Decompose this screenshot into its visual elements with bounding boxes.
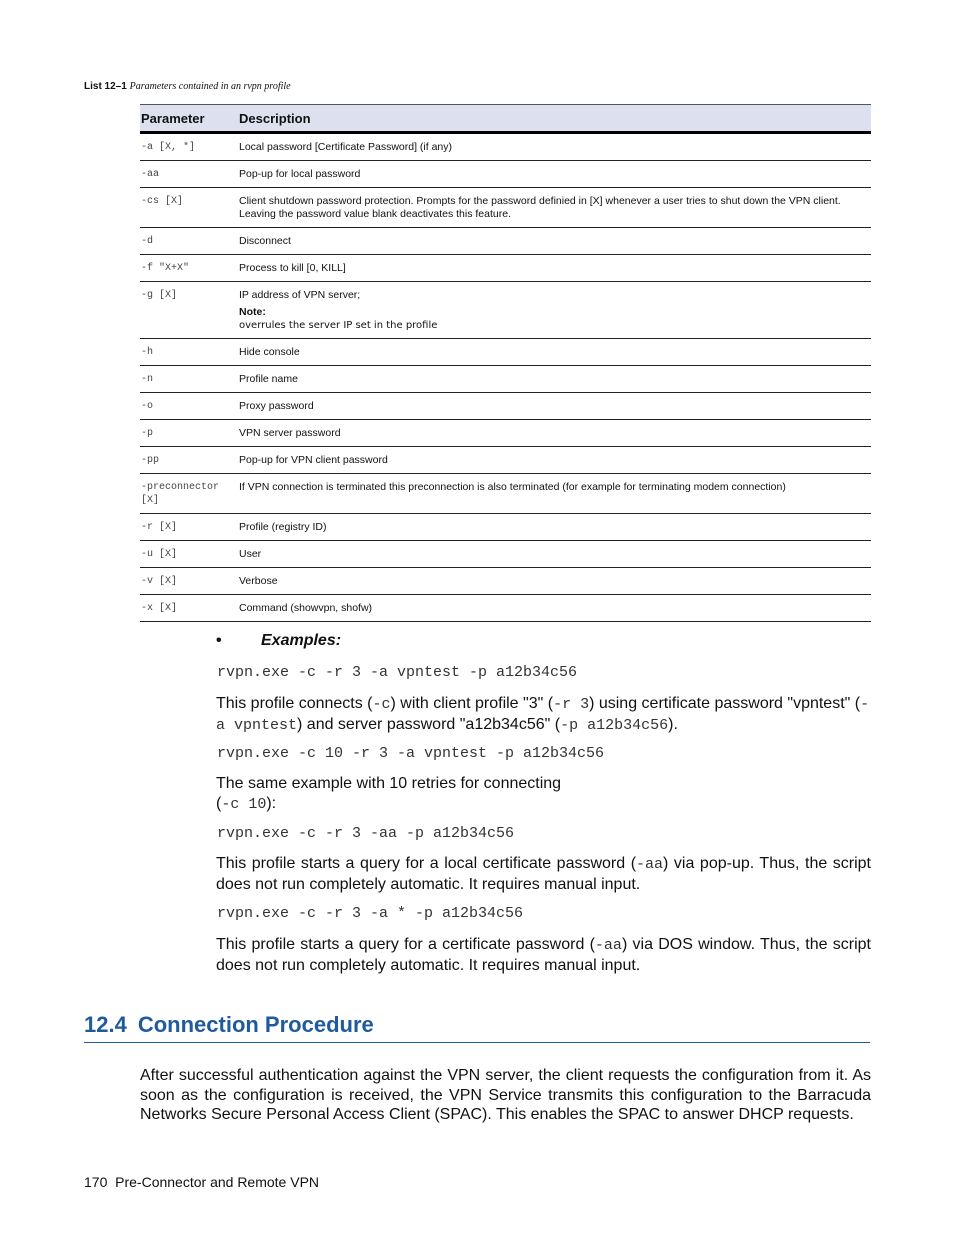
description-text: Process to kill [0, KILL] xyxy=(239,262,346,274)
parameter-cell: -x [X] xyxy=(140,595,239,622)
description-text: Hide console xyxy=(239,346,300,358)
parameter-cell: -preconnector [X] xyxy=(140,474,239,514)
examples-title: Examples: xyxy=(261,632,342,649)
parameter-cell: -o xyxy=(140,393,239,420)
parameter-cell: -g [X] xyxy=(140,282,239,339)
table-body xyxy=(140,133,871,622)
parameters-table xyxy=(140,104,871,622)
page-number: 170 xyxy=(84,1174,108,1190)
example-4-code: rvpn.exe -c -r 3 -a * -p a12b34c56 xyxy=(217,905,524,922)
table-row xyxy=(140,568,871,595)
parameter-cell: -u [X] xyxy=(140,541,239,568)
description-cell xyxy=(239,188,871,228)
description-text: Pop-up for local password xyxy=(239,168,361,180)
description-cell xyxy=(239,420,871,447)
parameter-cell: -cs [X] xyxy=(140,188,239,228)
header-parameter: Parameter xyxy=(140,105,239,133)
description-cell xyxy=(239,447,871,474)
description-cell xyxy=(239,541,871,568)
header-description: Description xyxy=(239,105,871,133)
description-text: Pop-up for VPN client password xyxy=(239,454,388,466)
table-row xyxy=(140,595,871,622)
description-cell xyxy=(239,228,871,255)
footer-title: Pre-Connector and Remote VPN xyxy=(115,1174,320,1190)
description-text: Client shutdown password protection. Prompts for the password definied in [X] whenever a user tries to shut down the VPN client. Leaving the password value blank deactivates this feature. xyxy=(239,195,841,220)
examples-heading xyxy=(216,632,341,650)
note-label: Note: xyxy=(239,306,266,318)
table-row xyxy=(140,474,871,514)
table-row xyxy=(140,161,871,188)
description-text: Local password [Certificate Password] (if any) xyxy=(239,141,452,153)
table-row xyxy=(140,228,871,255)
parameter-cell: -a [X, *] xyxy=(140,133,239,161)
parameter-cell: -h xyxy=(140,339,239,366)
description-cell xyxy=(239,393,871,420)
table-header-row xyxy=(140,105,871,133)
table-row xyxy=(140,514,871,541)
description-text: IP address of VPN server; xyxy=(239,289,361,301)
table-row xyxy=(140,541,871,568)
table-row xyxy=(140,188,871,228)
description-text: Verbose xyxy=(239,575,278,587)
parameter-cell: -p xyxy=(140,420,239,447)
parameter-cell: -r [X] xyxy=(140,514,239,541)
note-text: overrules the server IP set in the profile xyxy=(239,320,438,331)
example-2-description: The same example with 10 retries for connecting (-c 10): xyxy=(216,775,562,813)
description-cell xyxy=(239,366,871,393)
example-4-description: This profile starts a query for a certificate password (-aa) via DOS window. Thus, the script does not run completely automatic. It requires manual input. xyxy=(216,936,871,974)
section-number: 12.4 xyxy=(84,1012,127,1037)
parameter-cell: -f "X+X" xyxy=(140,255,239,282)
page-footer xyxy=(84,1174,319,1190)
section-body-text: After successful authentication against the VPN server, the client requests the configuration from it. As soon as the configuration is received, the VPN Service transmits this configuration to the Barracuda Networks Secure Personal Access Client (SPAC). This enables the SPAC to answer DHCP requests. xyxy=(140,1067,871,1123)
description-text: VPN server password xyxy=(239,427,341,439)
description-text: Profile (registry ID) xyxy=(239,521,327,533)
description-text: Proxy password xyxy=(239,400,314,412)
description-text: Command (showvpn, shofw) xyxy=(239,602,373,614)
parameter-cell: -aa xyxy=(140,161,239,188)
table-row xyxy=(140,282,871,339)
parameter-cell: -d xyxy=(140,228,239,255)
description-cell xyxy=(239,255,871,282)
parameter-cell: -n xyxy=(140,366,239,393)
table-row xyxy=(140,447,871,474)
section-title: Connection Procedure xyxy=(137,1012,374,1037)
section-heading xyxy=(84,1012,870,1043)
table-row xyxy=(140,255,871,282)
table-row xyxy=(140,133,871,161)
description-cell xyxy=(239,595,871,622)
table-row xyxy=(140,420,871,447)
table-row xyxy=(140,393,871,420)
description-cell xyxy=(239,133,871,161)
example-3-description: This profile starts a query for a local certificate password (-aa) via pop-up. Thus, the script does not run completely automatic. It requires manual input. xyxy=(216,855,872,893)
table-row xyxy=(140,366,871,393)
parameter-cell: -pp xyxy=(140,447,239,474)
description-cell xyxy=(239,339,871,366)
list-caption-text: Parameters contained in an rvpn profile xyxy=(129,81,291,92)
list-caption xyxy=(84,81,291,92)
description-cell xyxy=(239,474,871,514)
description-text: Disconnect xyxy=(239,235,291,247)
description-cell xyxy=(239,161,871,188)
example-3-code: rvpn.exe -c -r 3 -aa -p a12b34c56 xyxy=(217,825,515,842)
table-row xyxy=(140,339,871,366)
example-1-code: rvpn.exe -c -r 3 -a vpntest -p a12b34c56 xyxy=(217,664,578,681)
description-text: User xyxy=(239,548,262,560)
description-cell xyxy=(239,282,871,339)
description-text: Profile name xyxy=(239,373,298,385)
list-caption-label: List 12–1 xyxy=(84,81,127,92)
example-2-code: rvpn.exe -c 10 -r 3 -a vpntest -p a12b34c56 xyxy=(217,745,605,762)
description-text: If VPN connection is terminated this preconnection is also terminated (for example for terminating modem connection) xyxy=(239,481,786,493)
parameter-cell: -v [X] xyxy=(140,568,239,595)
example-1-description: This profile connects (-c) with client profile "3" (-r 3) using certificate password "vpntest" (-a vpntest) and server password "a12b34c56" (-p a12b34c56). xyxy=(216,695,870,734)
description-cell xyxy=(239,514,871,541)
bullet-icon: • xyxy=(216,632,222,649)
description-cell xyxy=(239,568,871,595)
